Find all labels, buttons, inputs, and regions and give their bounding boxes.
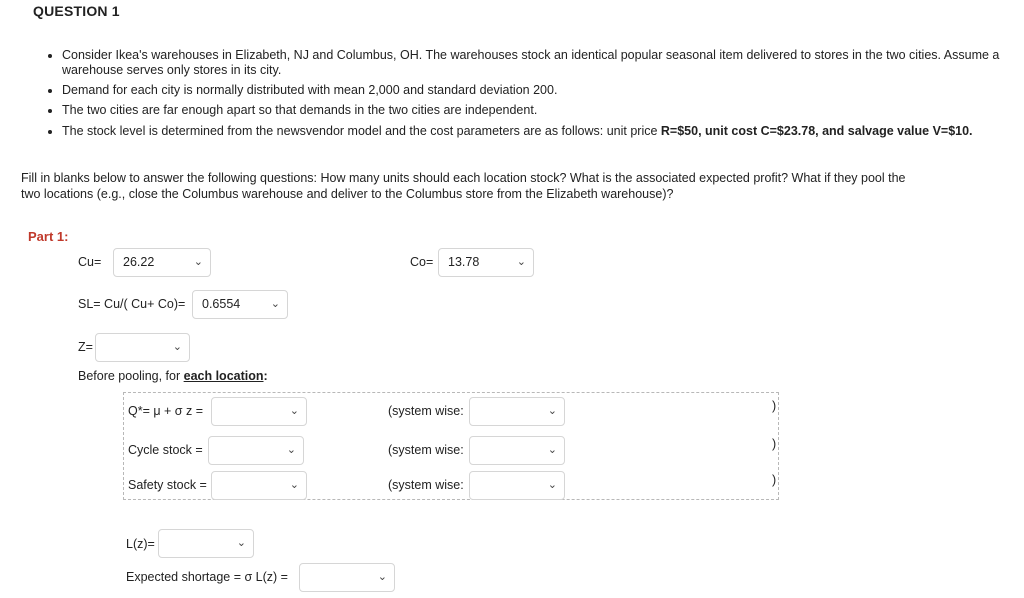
- bullet-item: • Consider Ikea's warehouses in Elizabeth, NJ and Columbus, OH. The warehouses stock an identical popular seasonal item delivered to stores in the two cities. Assume a warehouse serves only stores in its city.: [62, 48, 1007, 78]
- chevron-down-icon: ⌄: [289, 479, 299, 491]
- cu-value: 26.22: [123, 255, 155, 269]
- chevron-down-icon: ⌄: [516, 256, 526, 268]
- co-label: Co=: [410, 255, 434, 269]
- chevron-down-icon: ⌄: [236, 537, 246, 549]
- chevron-down-icon: ⌄: [547, 444, 557, 456]
- expected-shortage-label: Expected shortage = σ L(z) =: [126, 570, 288, 584]
- safety-stock-label: Safety stock =: [128, 478, 207, 492]
- co-select[interactable]: [438, 248, 534, 277]
- safety-stock-select[interactable]: [211, 471, 307, 500]
- bullet-text: The stock level is determined from the newsvendor model and the cost parameters are as follows: unit price: [62, 124, 661, 138]
- chevron-down-icon: ⌄: [172, 341, 182, 353]
- sl-label: SL= Cu/( Cu+ Co)=: [78, 297, 186, 311]
- qstar-label: Q*= μ + σ z =: [128, 404, 204, 418]
- co-value: 13.78: [448, 255, 480, 269]
- qstar-system-label: (system wise:: [388, 404, 464, 418]
- sl-select[interactable]: [192, 290, 288, 319]
- cu-select[interactable]: [113, 248, 211, 277]
- close-paren: ): [772, 399, 777, 413]
- lz-label: L(z)=: [126, 537, 155, 551]
- cost-parameters: R=$50, unit cost C=$23.78, and salvage value V=$10.: [660, 124, 973, 138]
- z-label: Z=: [78, 340, 93, 354]
- chevron-down-icon: ⌄: [289, 405, 299, 417]
- cycle-system-select[interactable]: [469, 436, 565, 465]
- z-select[interactable]: [95, 333, 190, 362]
- cycle-stock-label: Cycle stock =: [128, 443, 203, 457]
- before-pooling-suffix: :: [263, 369, 268, 383]
- chevron-down-icon: ⌄: [547, 479, 557, 491]
- chevron-down-icon: ⌄: [193, 256, 203, 268]
- bullet-item: • The two cities are far enough apart so that demands in the two cities are independent.: [62, 103, 1007, 118]
- cycle-stock-select[interactable]: [208, 436, 304, 465]
- before-pooling-prefix: Before pooling, for: [78, 369, 184, 383]
- close-paren: ): [772, 437, 777, 451]
- qstar-system-select[interactable]: [469, 397, 565, 426]
- chevron-down-icon: ⌄: [270, 298, 280, 310]
- instructions: Fill in blanks below to answer the following questions: How many units should each location stock? What is the associated expected profit? What if they pool the two locations (e.g., close the Columbus warehouse and deliver to the Columbus store from the Elizabeth warehouse)?: [21, 171, 906, 201]
- bullet-item: [62, 124, 1007, 139]
- chevron-down-icon: ⌄: [547, 405, 557, 417]
- before-pooling-heading: [78, 368, 268, 384]
- qstar-select[interactable]: [211, 397, 307, 426]
- bullet-item: • Demand for each city is normally distributed with mean 2,000 and standard deviation 200.: [62, 83, 1007, 98]
- lz-select[interactable]: [158, 529, 254, 558]
- safety-system-label: (system wise:: [388, 478, 464, 492]
- sl-value: 0.6554: [202, 297, 241, 311]
- cycle-system-label: (system wise:: [388, 443, 464, 457]
- part-1-label: Part 1:: [28, 229, 69, 244]
- safety-system-select[interactable]: [469, 471, 565, 500]
- chevron-down-icon: ⌄: [377, 571, 387, 583]
- chevron-down-icon: ⌄: [286, 444, 296, 456]
- expected-shortage-select[interactable]: [299, 563, 395, 592]
- cu-label: Cu=: [78, 255, 102, 269]
- each-location-emphasis: each location: [183, 369, 264, 383]
- problem-bullets: [40, 48, 1007, 144]
- close-paren: ): [772, 473, 777, 487]
- question-title: QUESTION 1: [33, 3, 120, 19]
